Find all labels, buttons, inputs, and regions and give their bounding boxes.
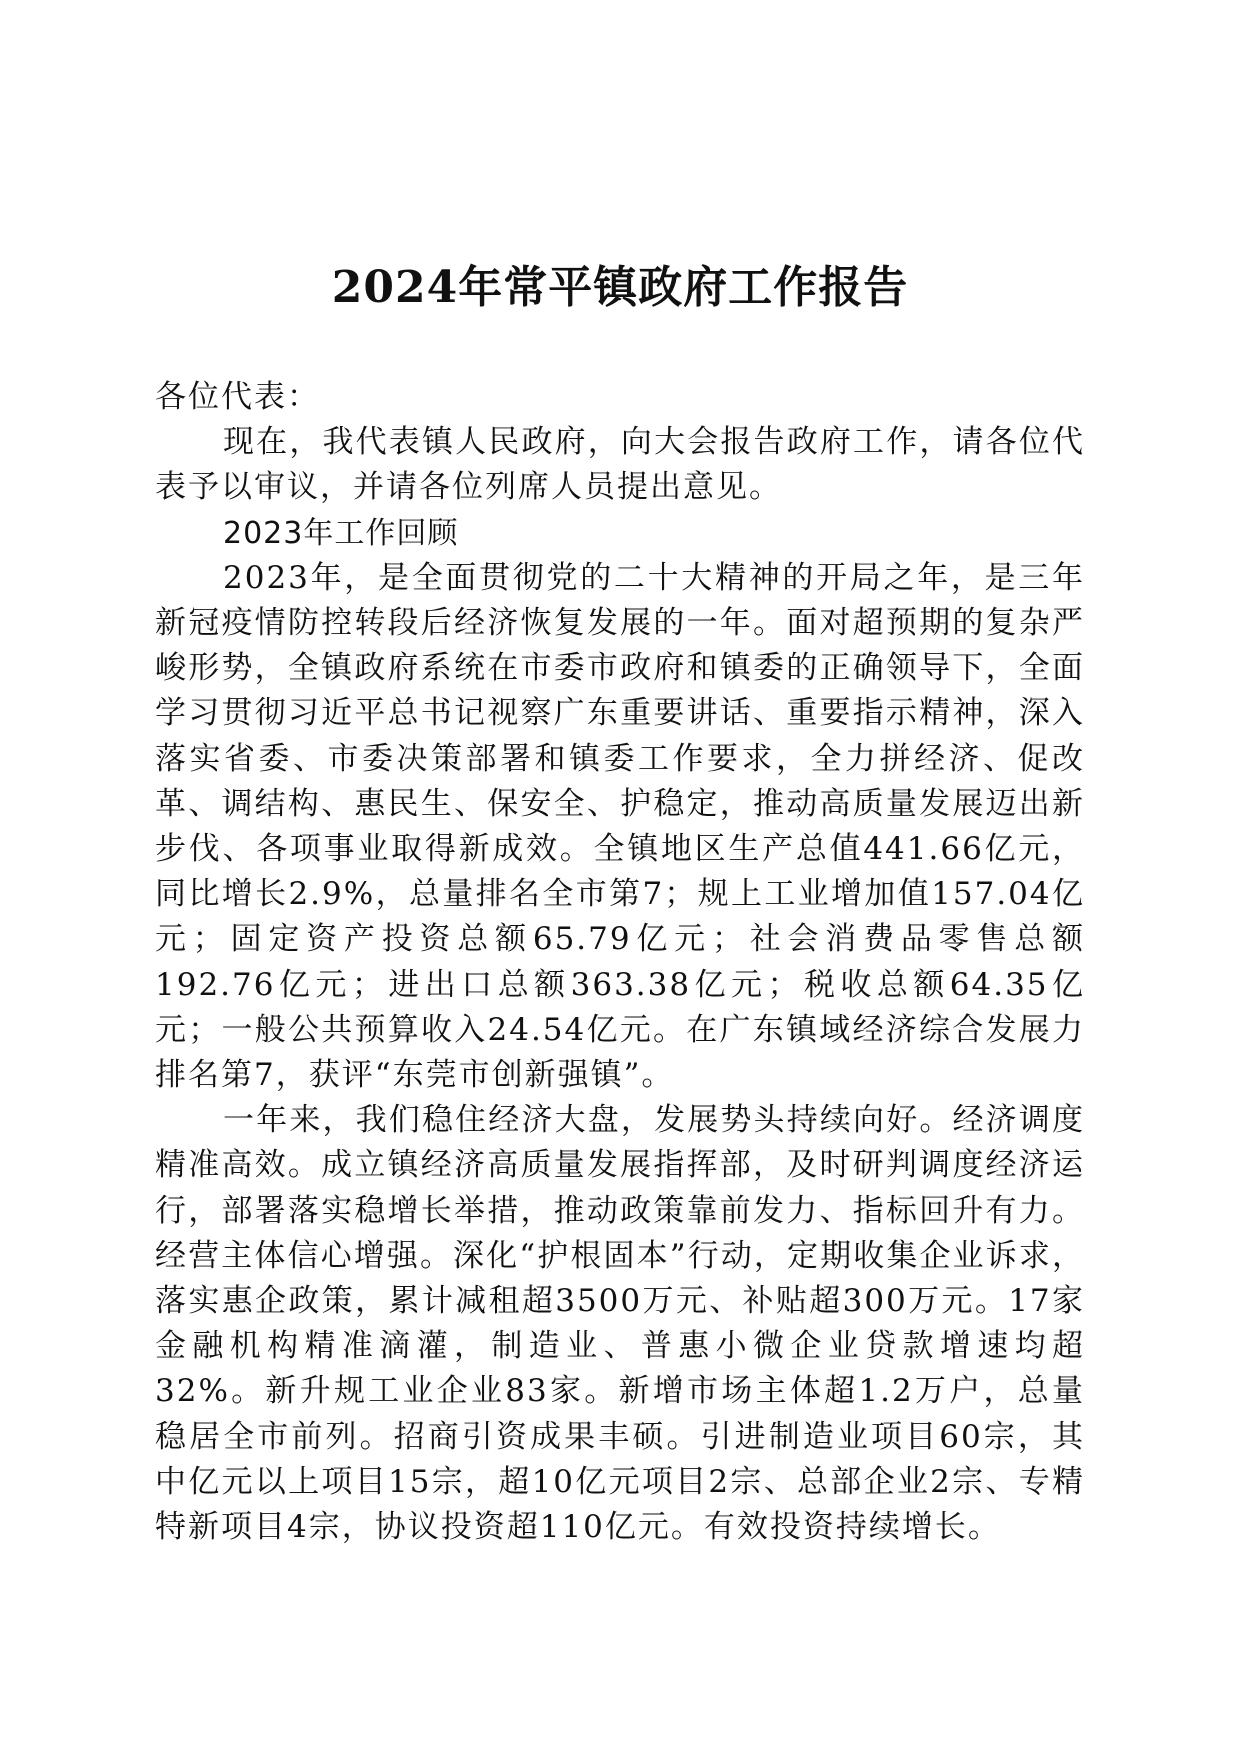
salutation: 各位代表： [155, 379, 320, 415]
section-heading: 2023年工作回顾 [223, 515, 459, 551]
document-title: 2024年常平镇政府工作报告 [331, 262, 909, 313]
document-body [155, 375, 1085, 1550]
opening-paragraph: 现在，我代表镇人民政府，向大会报告政府工作，请各位代表予以审议，并请各位列席人员提出意见。 [155, 424, 1085, 506]
paragraph-1: 2023年，是全面贯彻党的二十大精神的开局之年，是三年新冠疫情防控转段后经济恢复发展的一年。面对超预期的复杂严峻形势，全镇政府系统在市委市政府和镇委的正确领导下，全面学习贯彻习近平总书记视察广东重要讲话、重要指示精神，深入落实省委、市委决策部署和镇委工作要求，全力拼经济、促改革、调结构、惠民生、保安全、护稳定，推动高质量发展迈出新步伐、各项事业取得新成效。全镇地区生产总值441.66亿元，同比增长2.9%，总量排名全市第7；规上工业增加值157.04亿元；固定资产投资总额65.79亿元；社会消费品零售总额192.76亿元；进出口总额363.38亿元；税收总额64.35亿元；一般公共预算收入24.54亿元。在广东镇域经济综合发展力排名第7，获评“东莞市创新强镇”。 [155, 559, 1085, 1094]
paragraph-2: 一年来，我们稳住经济大盘，发展势头持续向好。经济调度精准高效。成立镇经济高质量发展指挥部，及时研判调度经济运行，部署落实稳增长举措，推动政策靠前发力、指标回升有力。经营主体信心增强。深化“护根固本”行动，定期收集企业诉求，落实惠企政策，累计减租超3500万元、补贴超300万元。17家金融机构精准滴灌，制造业、普惠小微企业贷款增速均超32%。新升规工业企业83家。新增市场主体超1.2万户，总量稳居全市前列。招商引资成果丰硕。引进制造业项目60宗，其中亿元以上项目15宗，超10亿元项目2宗、总部企业2宗、专精特新项目4宗，协议投资超110亿元。有效投资持续增长。 [155, 1102, 1085, 1546]
